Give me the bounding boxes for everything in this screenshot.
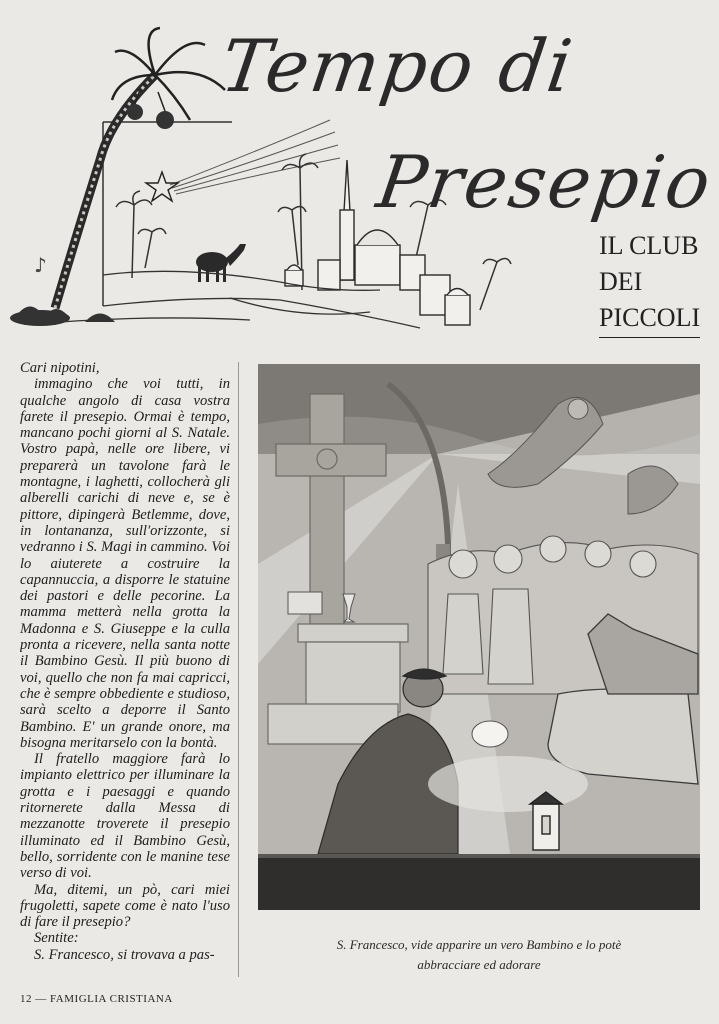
comet-tail <box>170 120 340 194</box>
club-label-line: DEI <box>599 267 643 296</box>
article-paragraph: S. Francesco, si trovava a pas- <box>34 946 215 963</box>
club-label-line: IL CLUB <box>599 231 699 260</box>
club-label-line: PICCOLI <box>599 300 700 338</box>
caption-line: abbracciare ed adorare <box>417 957 541 972</box>
column-divider <box>238 362 239 977</box>
article-paragraph: immagino che voi tutti, in qualche angolo di casa vostra farete il presepio. Ormai è tempo, mancano pochi giorni al S. Natale. Vostro papà, nelle ore libere, vi preparerà un tavolone farà le montagne, i laghetti, collocherà gli alberelli carichi di neve e, se è pittore, dipingerà Betlemme, dove, in lontananza, sull'orizzonte, si vedranno i S. Magi in cammino. Voi lo aiuterete a costruire la capannuccia, a disporre le statuine dei pastori e delle pecorine. La mamma metterà nella grotta la Madonna e S. Giuseppe e la culla pronta a ricevere, nella santa notte il Bambino Gesù. Il più buono di voi, quello che non fa mai capricci, che è sempre obbediente e studioso, sarà scelto a deporre il Santo Bambino. E' un grande onore, ma bisogna meritarselo con la bontà. <box>20 376 230 751</box>
baby-icon <box>472 721 508 747</box>
lantern-icon <box>530 792 562 850</box>
article-text <box>20 360 230 980</box>
illustration-caption <box>258 935 700 975</box>
title-line-2: Presepio <box>372 140 718 224</box>
ground-plants-icon <box>10 307 115 327</box>
article-paragraph: Sentite: <box>34 930 79 947</box>
article-paragraph: Il fratello maggiore farà lo impianto elettrico per illuminare la grotta e i paesaggi e quando ritornerete dalla Messa di mezzanotte troverete il presepio illuminato ed il Bambino Gesù, bello, sorridente con le manine tese verso di voi. <box>20 751 230 882</box>
article-salutation: Cari nipotini, <box>20 360 100 376</box>
title-line-1: Tempo di <box>216 24 579 108</box>
article-paragraph: Ma, ditemi, un pò, cari miei frugoletti, sapete come è nato l'uso di fare il presepio? <box>20 881 230 931</box>
book-icon <box>288 592 322 614</box>
small-glyph-icon: ♪ <box>34 253 47 277</box>
page-footer: 12 — FAMIGLIA CRISTIANA <box>20 993 173 1005</box>
club-label <box>599 228 714 338</box>
caption-line: S. Francesco, vide apparire un vero Bambino e lo potè <box>336 937 622 952</box>
nativity-illustration <box>258 364 700 910</box>
star-icon <box>146 172 178 201</box>
